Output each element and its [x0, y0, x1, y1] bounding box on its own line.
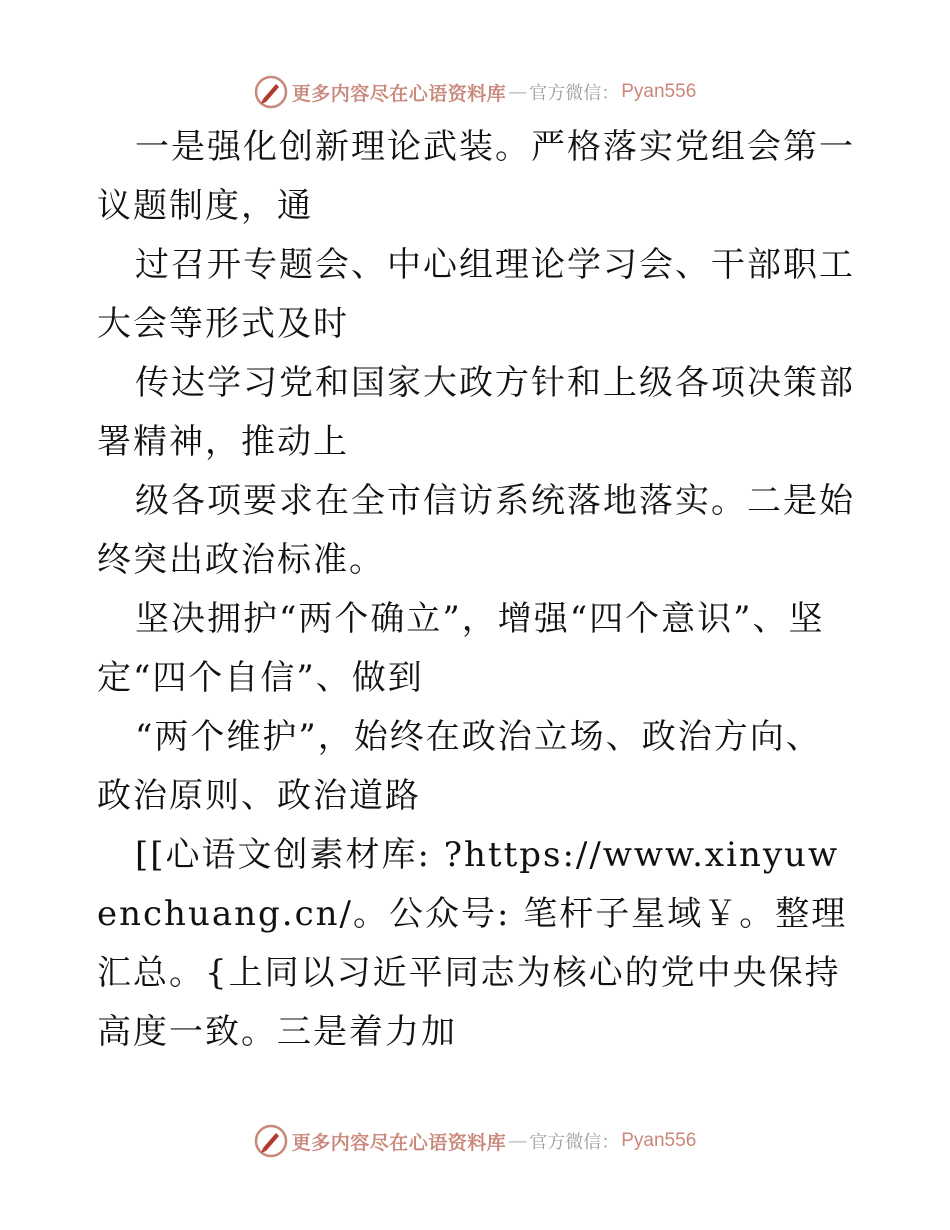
footer-brand-text: 更多内容尽在心语资料库	[291, 1131, 507, 1154]
header-separator: —	[508, 81, 528, 103]
paragraph-2: 过召开专题会、中心组理论学习会、干部职工大会等形式及时	[97, 245, 855, 344]
paragraph-1: 一是强化创新理论武装。严格落实党组会第一议题制度，通	[97, 127, 855, 226]
paragraph-5: 坚决拥护“两个确立”，增强“四个意识”、坚定“四个自信”、做到	[97, 599, 825, 698]
footer-wechat-id: Pyan556	[621, 1130, 697, 1151]
header-wechat-id: Pyan556	[621, 81, 697, 102]
footer-wechat-label: 官方微信：	[529, 1132, 620, 1153]
pen-logo-icon	[254, 1124, 288, 1158]
document-body	[97, 118, 857, 1062]
header-brand-text: 更多内容尽在心语资料库	[291, 82, 507, 105]
paragraph-3: 传达学习党和国家大政方针和上级各项决策部署精神，推动上	[97, 363, 855, 462]
paragraph-7: [[心语文创素材库: ?https://www.xinyuwenchuang.cn/。公众号: 笔杆子星域￥。整理汇总。{上同以习近平同志为核心的党中央保持高度一致。三是着力加	[97, 835, 848, 1052]
pen-logo-icon	[254, 75, 288, 109]
paragraph-4: 级各项要求在全市信访系统落地落实。二是始终突出政治标准。	[97, 481, 855, 580]
header-wechat-label: 官方微信：	[529, 83, 620, 104]
header-watermark	[0, 72, 950, 112]
footer-watermark	[0, 1121, 950, 1161]
paragraph-6: “两个维护”，始终在政治立场、政治方向、政治原则、政治道路	[97, 717, 822, 816]
footer-separator: —	[508, 1130, 528, 1152]
